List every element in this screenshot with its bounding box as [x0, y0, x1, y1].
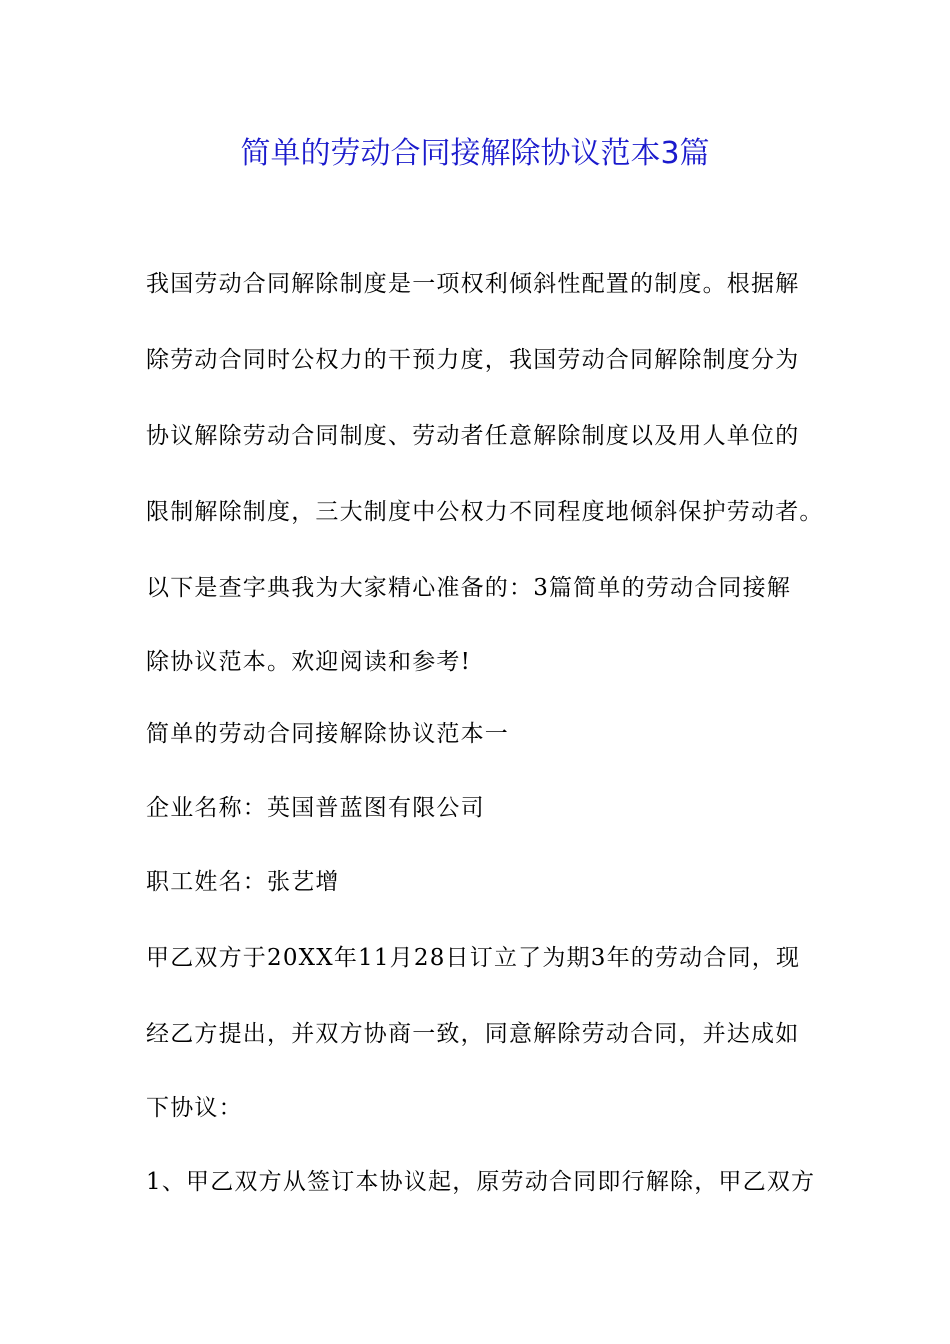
document-title: 简单的劳动合同接解除协议范本3篇 [240, 136, 710, 171]
paragraph-line: 以下是查字典我为大家精心准备的：3篇简单的劳动合同接解 [146, 575, 792, 601]
section-heading: 简单的劳动合同接解除协议范本一 [146, 721, 509, 747]
paragraph-line: 我国劳动合同解除制度是一项权利倾斜性配置的制度。根据解 [146, 271, 800, 297]
paragraph-line: 除协议范本。欢迎阅读和参考! [146, 649, 472, 675]
clause-line: 1、甲乙双方从签订本协议起，原劳动合同即行解除，甲乙双方 [146, 1169, 816, 1195]
paragraph-line: 协议解除劳动合同制度、劳动者任意解除制度以及用人单位的 [146, 423, 800, 449]
employee-name-line: 职工姓名：张艺增 [146, 869, 340, 895]
paragraph-line: 限制解除制度，三大制度中公权力不同程度地倾斜保护劳动者。 [146, 499, 824, 525]
paragraph-line: 甲乙双方于20XX年11月28日订立了为期3年的劳动合同，现 [146, 945, 801, 971]
paragraph-line: 下协议： [146, 1095, 243, 1121]
company-name-line: 企业名称：英国普蓝图有限公司 [146, 795, 485, 821]
paragraph-line: 经乙方提出，并双方协商一致，同意解除劳动合同，并达成如 [146, 1021, 800, 1047]
paragraph-line: 除劳动合同时公权力的干预力度，我国劳动合同解除制度分为 [146, 347, 800, 373]
